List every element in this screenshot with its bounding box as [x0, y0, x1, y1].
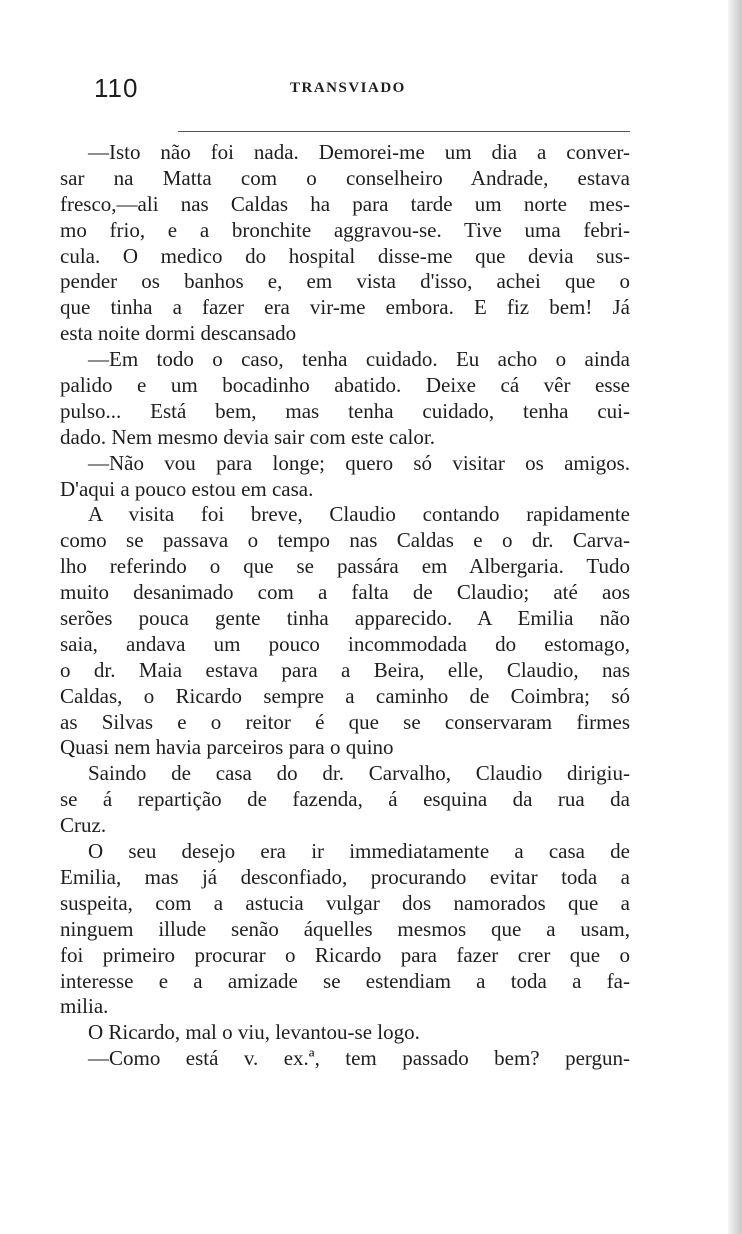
text-line: D'aqui a pouco estou em casa. — [60, 476, 314, 501]
text-line: se á repartição de fazenda, á esquina da rua da — [60, 787, 630, 812]
text-line: palido e um bocadinho abatido. Deixe cá vêr esse — [60, 373, 630, 398]
running-head: TRANSVIADO — [290, 80, 406, 96]
text-line: O Ricardo, mal o viu, levantou-se logo. — [88, 1020, 420, 1045]
text-line: A visita foi breve, Claudio contando rapidamente — [88, 502, 630, 527]
text-line: suspeita, com a astucia vulgar dos namorados que a — [60, 890, 630, 915]
text-line: Quasi nem havia parceiros para o quino — [60, 735, 394, 760]
text-line: pender os banhos e, em vista d'isso, achei que o — [60, 269, 630, 294]
text-line: Caldas, o Ricardo sempre a caminho de Coimbra; só — [60, 683, 630, 708]
text-line: que tinha a fazer era vir-me embora. E fiz bem! Já — [60, 295, 630, 320]
text-line: sar na Matta com o conselheiro Andrade, estava — [60, 165, 630, 190]
text-line: lho referindo o que se passára em Albergaria. Tudo — [60, 554, 630, 579]
text-line: Cruz. — [60, 813, 107, 838]
text-line: milia. — [60, 994, 109, 1019]
header-rule — [178, 131, 630, 132]
text-line: —Não vou para longe; quero só visitar os amigos. — [88, 450, 630, 475]
text-line: fresco,—ali nas Caldas ha para tarde um norte mes- — [60, 191, 630, 216]
text-line: muito desanimado com a falta de Claudio; até aos — [60, 580, 630, 605]
page-edge-shadow — [728, 0, 742, 1234]
text-line: —Em todo o caso, tenha cuidado. Eu acho o ainda — [88, 347, 630, 372]
text-line: as Silvas e o reitor é que se conservaram firmes — [60, 709, 630, 734]
text-line: cula. O medico do hospital disse-me que devia sus- — [60, 243, 630, 268]
body-text — [60, 140, 630, 1072]
text-line: —Isto não foi nada. Demorei-me um dia a conver- — [88, 140, 630, 164]
text-line: interesse e a amizade se estendiam a toda a fa- — [60, 968, 630, 993]
text-line: saia, andava um pouco incommodada do estomago, — [60, 631, 630, 656]
text-line: como se passava o tempo nas Caldas e o dr. Carva- — [60, 528, 630, 553]
text-line: foi primeiro procurar o Ricardo para fazer crer que o — [60, 942, 630, 967]
text-line: serões pouca gente tinha apparecido. A Emilia não — [60, 606, 630, 631]
text-line: mo frio, e a bronchite aggravou-se. Tive uma febri- — [60, 217, 630, 242]
text-line: pulso... Está bem, mas tenha cuidado, tenha cui- — [60, 398, 630, 423]
text-line: O seu desejo era ir immediatamente a casa de — [88, 839, 630, 864]
text-line: dado. Nem mesmo devia sair com este calor. — [60, 424, 435, 449]
text-line: o dr. Maia estava para a Beira, elle, Claudio, nas — [60, 657, 630, 682]
text-line: Emilia, mas já desconfiado, procurando evitar toda a — [60, 864, 630, 889]
text-line: —Como está v. ex.ª, tem passado bem? pergun- — [88, 1046, 630, 1071]
text-line: ninguem illude senão áquelles mesmos que a usam, — [60, 916, 630, 941]
page-number: 110 — [94, 73, 139, 103]
text-line: Saindo de casa do dr. Carvalho, Claudio dirigiu- — [88, 761, 630, 786]
text-line: esta noite dormi descansado — [60, 321, 297, 346]
